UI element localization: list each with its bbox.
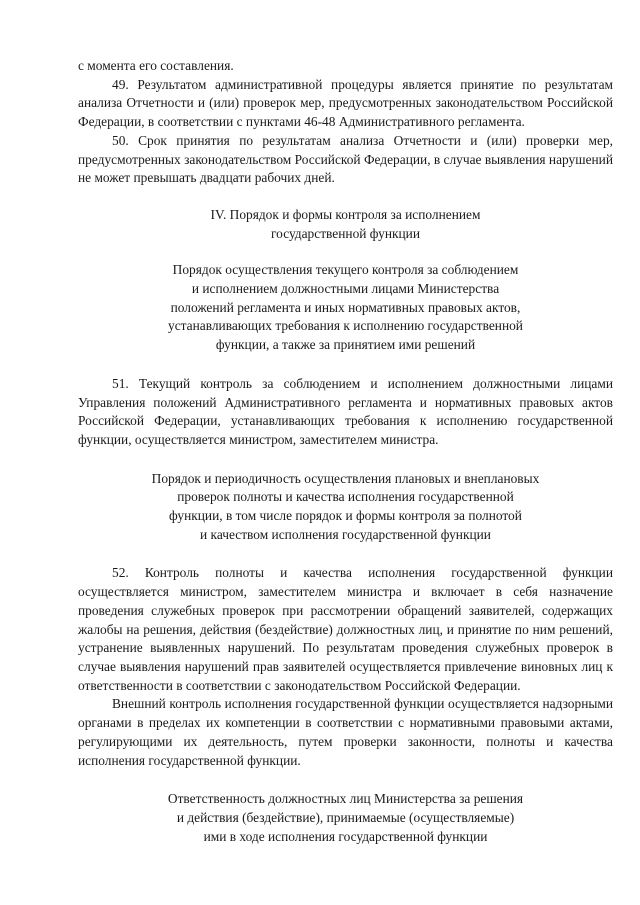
paragraph-continuation: с момента его составления.	[78, 58, 234, 73]
subheading-line: Ответственность должностных лиц Министерства за решения	[167, 791, 524, 807]
section-heading-iv	[78, 206, 613, 243]
document-page	[78, 57, 613, 846]
subheading-line: положений регламента и иных нормативных правовых актов,	[170, 299, 521, 315]
section-heading-iv-line2: государственной функции	[271, 225, 420, 241]
subheading-line: функции, в том числе порядок и формы контроля за полнотой	[169, 508, 522, 524]
subheading-line: и исполнением должностными лицами Министерства	[191, 281, 500, 297]
paragraph-52: 52. Контроль полноты и качества исполнения государственной функции осуществляется министром, заместителем министра и включает в себя назначение проведения служебных проверок при рассмотрении обращений заявителей, содержащих жалобы на решения, действия (бездействие) должностных лиц, и принятие по ним решений, устранение выявленных нарушений. По результатам проведения служебных проверок в случае выявления нарушений прав заявителей осуществляется привлечение виновных лиц к ответственности в соответствии с законодательством Российской Федерации.	[78, 565, 613, 693]
subheading-line: ими в ходе исполнения государственной функции	[203, 828, 488, 844]
paragraph-49: 49. Результатом административной процедуры является принятие по результатам анализа Отчетности и (или) проверок мер, предусмотренных законодательством Российской Федерации, в соответствии с пунктами 46-48 Административного регламента.	[78, 76, 613, 130]
subheading-responsibility	[78, 790, 613, 846]
subheading-line: устанавливающих требования к исполнению государственной	[168, 318, 523, 334]
paragraph-50: 50. Срок принятия по результатам анализа Отчетности и (или) проверки мер, предусмотренных законодательством Российской Федерации, в случае выявления нарушений не может превышать двадцати рабочих дней.	[78, 132, 614, 186]
section-heading-iv-line1: IV. Порядок и формы контроля за исполнением	[210, 206, 481, 222]
subheading-line: функции, а также за принятием ими решений	[215, 337, 476, 353]
subheading-line: Порядок и периодичность осуществления плановых и внеплановых	[151, 470, 540, 486]
paragraph-51: 51. Текущий контроль за соблюдением и исполнением должностными лицами Управления положений Административного регламента и нормативных правовых актов Российской Федерации, устанавливающих требования к исполнению государственной функции, осуществляется министром, заместителем министра.	[78, 375, 613, 447]
subheading-line: и качеством исполнения государственной функции	[200, 526, 491, 542]
subheading-line: и действия (бездействие), принимаемые (осуществляемые)	[176, 809, 515, 825]
subheading-inspections	[78, 470, 613, 545]
subheading-line: проверок полноты и качества исполнения государственной	[177, 489, 514, 505]
subheading-line: Порядок осуществления текущего контроля за соблюдением	[172, 262, 519, 278]
paragraph-external-control: Внешний контроль исполнения государственной функции осуществляется надзорными органами в пределах их компетенции в соответствии с нормативными правовыми актами, регулирующими их деятельность, путем проверки законности, полноты и качества исполнения государственной функции.	[78, 696, 613, 768]
subheading-current-control	[78, 261, 613, 355]
